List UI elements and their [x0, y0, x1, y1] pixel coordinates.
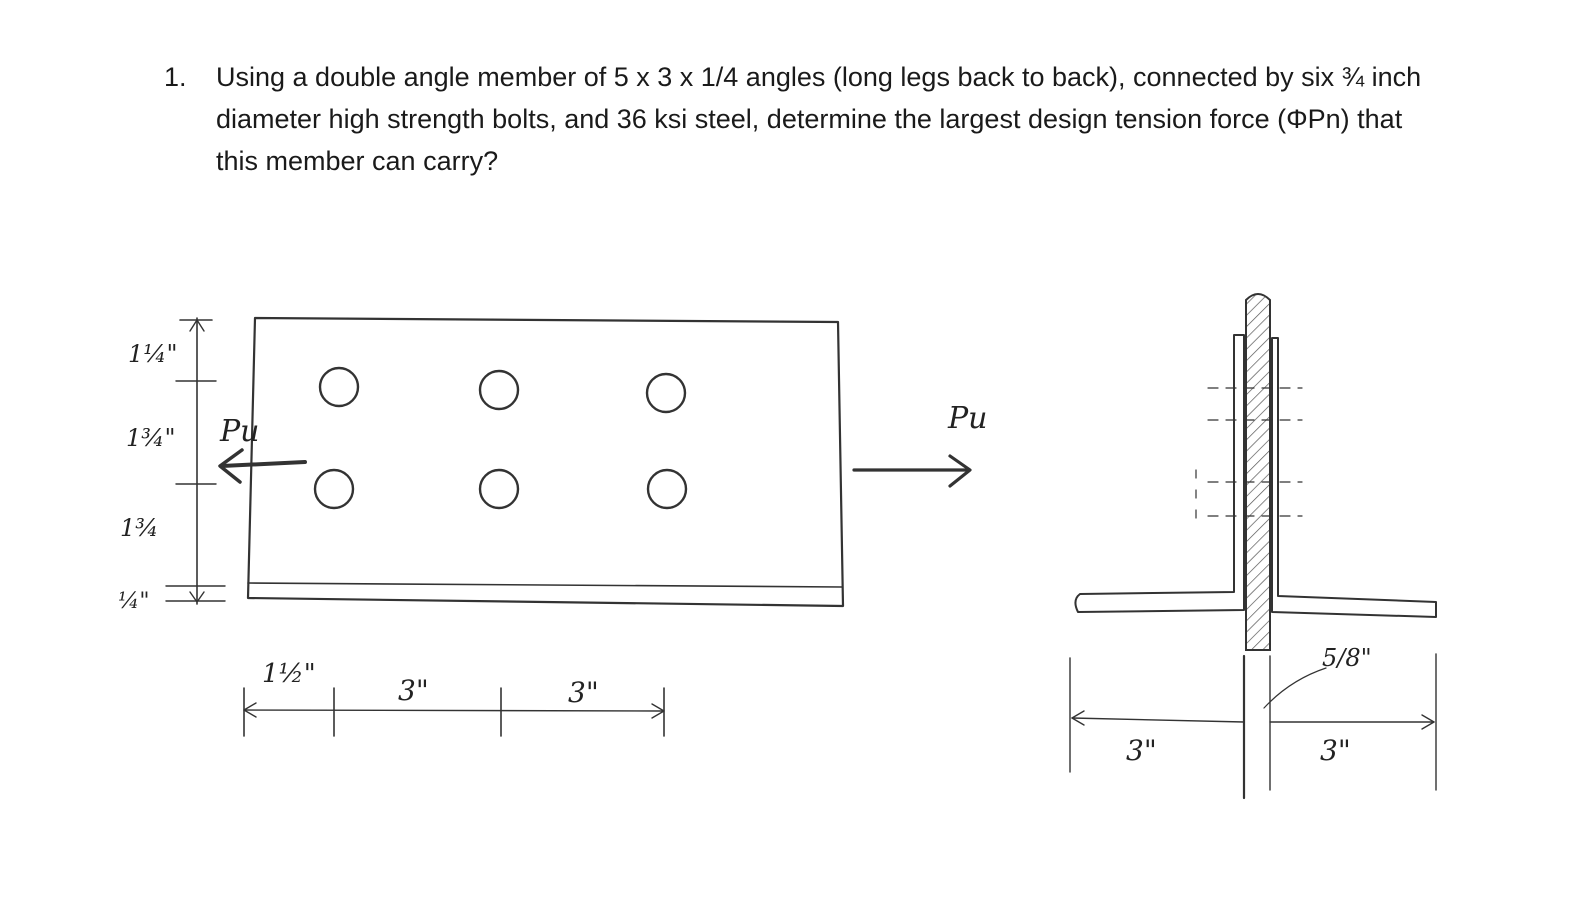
dim-label-spacing-2: 3"	[568, 676, 599, 709]
force-label-left: Pu	[220, 414, 260, 449]
dim-label-leg-left: 3"	[1126, 734, 1157, 767]
dim-label-3: 1¾	[120, 514, 159, 542]
angle-leg-edge-line	[248, 583, 842, 587]
angle-left	[1075, 335, 1244, 612]
section-dimensions	[1070, 654, 1436, 798]
dim-label-edge: 1½"	[262, 659, 316, 689]
bolt-hole	[647, 374, 685, 412]
bolt-hole	[480, 371, 518, 409]
bolt-hole	[480, 470, 518, 508]
horizontal-dimension-line	[244, 688, 664, 736]
dim-label-2: 1¾"	[126, 424, 176, 452]
gusset-plate	[1246, 294, 1270, 650]
dim-label-spacing-1: 3"	[398, 674, 429, 707]
bolt-hole	[648, 470, 686, 508]
angle-outline	[248, 318, 843, 606]
right-force-arrow	[854, 456, 970, 486]
dim-label-leg-right: 3"	[1320, 734, 1351, 767]
angle-right	[1272, 338, 1436, 617]
bolt-hole	[315, 470, 353, 508]
force-label-right: Pu	[948, 401, 988, 436]
dim-label-1: 1¼"	[128, 340, 178, 368]
question-number: 1.	[164, 62, 187, 92]
section-view	[1070, 294, 1436, 798]
bolt-holes	[315, 368, 686, 508]
dim-label-4: ¼"	[118, 589, 150, 614]
dim-label-gusset: 5/8"	[1322, 644, 1372, 672]
left-force-arrow	[220, 450, 305, 482]
plan-view	[118, 318, 988, 736]
question-text: Using a double angle member of 5 x 3 x 1/4 angles (long legs back to back), connected by six ¾ inch diameter high strength bolts, and 36 ksi steel, determine the largest design tension force (ΦPn) that this member can carry?	[216, 62, 1422, 176]
bolt-hole	[320, 368, 358, 406]
